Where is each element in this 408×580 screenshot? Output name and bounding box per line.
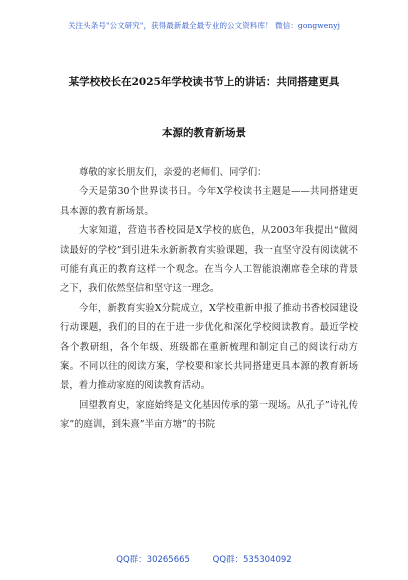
footer-qq-group-1: QQ群：30265665 [116,555,190,565]
salutation: 尊敬的家长朋友们，亲爱的老师们、同学们： [79,167,267,178]
paragraph: 今年，新教育实验X分院成立，X学校重新申报了推动书香校园建设行动课题，我们的目的在于进一步优化和深化学校阅读教育。最近学校各个教研组，各个年级、班级都在重新梳理和制定自己的阅读行动方案。不同以往的阅读方案，学校要和家长共同搭建更具本源的教育新场景，着力推动家庭的阅读教育活动。 [60,302,358,392]
document-title-line-1: 某学校校长在2025年学校读书节上的讲话：共同搭建更具 [68,76,340,88]
paragraph: 今天是第30个世界读书日。今年X学校读书主题是——共同搭建更具本源的教育新场景。 [60,186,358,217]
header-notice: 关注头条号"公文研究"，获得最新最全最专业的公文资料库！ 微信：gongwenyj [67,21,341,30]
footer-contact [0,553,408,565]
paragraph: 回望教育史，家庭始终是文化基因传承的第一现场。从孔子”诗礼传家”的庭训，到朱熹”半亩方塘”的书院 [60,399,358,431]
document-title-line-2: 本源的教育新场景 [162,127,246,139]
paragraph: 大家知道，营造书香校园是X学校的底色，从2003年我提出“做阅读最好的学校”到引进朱永新新教育实验课题，我一直坚守没有阅读就不可能有真正的教育这样一个观念。在当今人工智能浪潮席卷全球的背景之下，我们依然坚信和坚守这一理念。 [60,225,358,295]
footer-qq-group-2: QQ群：535304092 [212,555,292,565]
document-body [60,163,358,435]
